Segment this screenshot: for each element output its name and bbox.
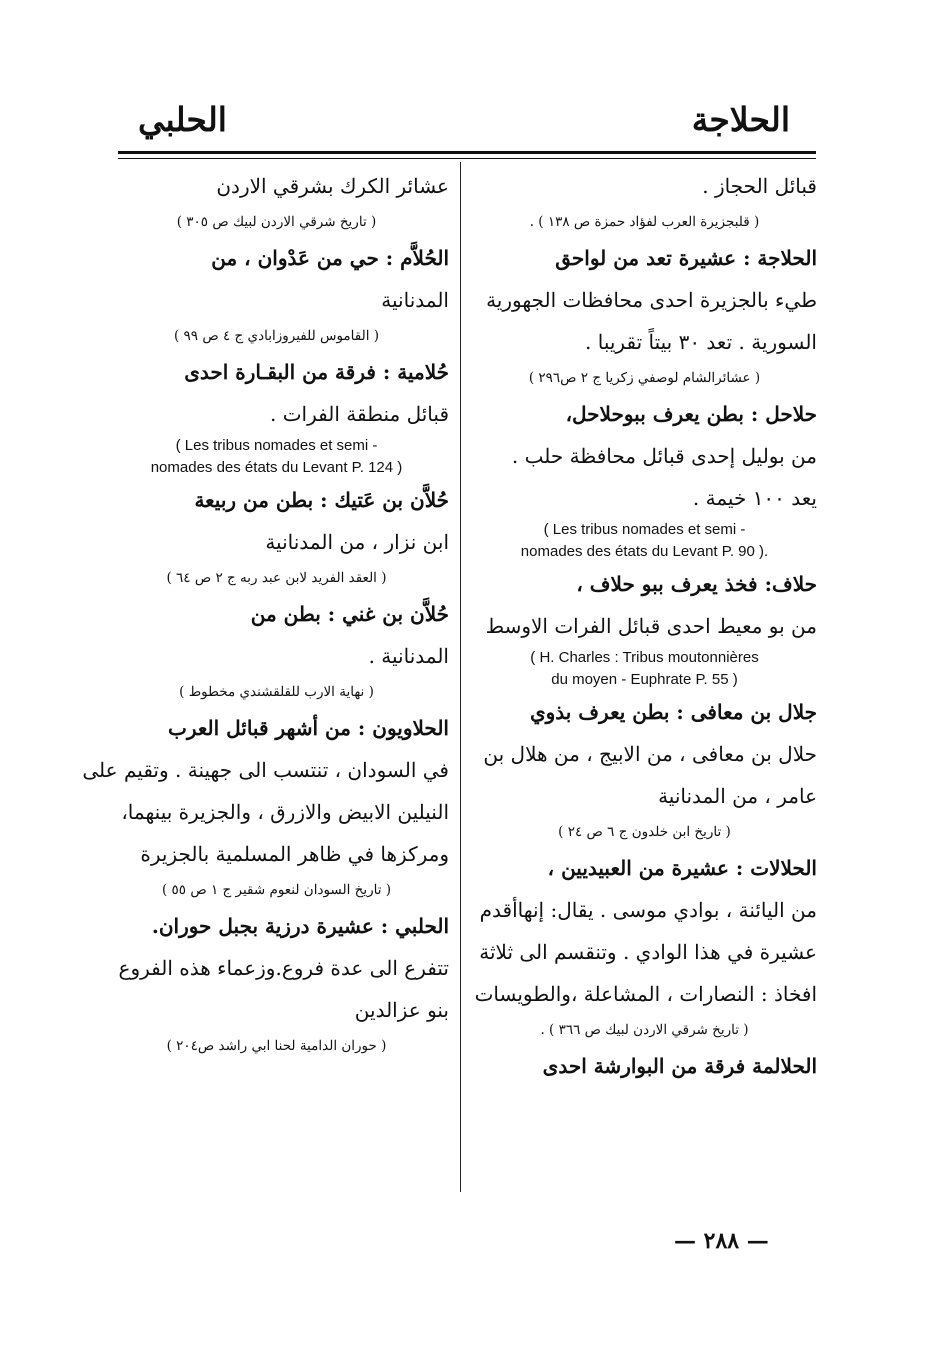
text-line: يعد ١٠٠ خيمة . (692, 486, 817, 510)
text-line: ابن نزار ، من المدنانية (265, 530, 449, 554)
text-line: تتفرع الى عدة فروع.وزعماء هذه الفروع (118, 956, 449, 980)
citation-line: ( تاريخ شرقي الاردن لبيك ص ٣٦٦ ) . (540, 1022, 749, 1038)
text-line: عشائر الكرك بشرقي الاردن (216, 174, 449, 198)
text-line: في السودان ، تنتسب الى جهينة . وتقيم على (82, 758, 449, 782)
citation-line: ( عشائرالشام لوصفي زكريا ج ٢ ص٢٩٦ ) (528, 370, 761, 386)
text-line: افخاذ : النصارات ، المشاعلة ،والطويسات (474, 982, 817, 1006)
right-column (472, 165, 817, 1087)
latin-citation-line: ( H. Charles : Tribus moutonnières (530, 649, 759, 666)
latin-citation-line: nomades des états du Levant P. 124 ) (150, 459, 403, 476)
entry-heading-line: حلاحل : بطن يعرف ببوحلاحل، (565, 402, 817, 426)
page-number: — ٢٨٨ — (674, 1228, 769, 1254)
text-line: بنو عزالدين (354, 998, 449, 1022)
citation-line: ( قلبجزيرة العرب لفؤاد حمزة ص ١٣٨ ) . (529, 214, 760, 230)
entry-heading-line: الحُلاَّم : حي من عَدْوان ، من (211, 246, 449, 270)
left-column (82, 165, 449, 1061)
text-line: قبائل الحجاز . (702, 174, 817, 198)
entry-heading-line: الحلاجة : عشيرة تعد من لواحق (555, 246, 817, 270)
citation-line: ( نهاية الارب للقلقشندي مخطوط ) (179, 684, 374, 700)
entry-heading-line: جلال بن معافى : بطن يعرف بذوي (529, 700, 817, 724)
column-divider (460, 162, 461, 1192)
text-line: قبائل منطقة الفرات . (269, 402, 449, 426)
citation-line: ( تاريخ السودان لنعوم شقير ج ١ ص ٥٥ ) (161, 882, 392, 898)
entry-heading-line: حُلاَّن بن غني : بطن من (250, 602, 449, 626)
latin-citation-line: ( Les tribus nomades et semi - (175, 437, 378, 454)
entry-heading-line: الحلالمة فرقة من البوارشة احدى (542, 1054, 817, 1078)
text-line: من بوليل إحدى قبائل محافظة حلب . (511, 444, 817, 468)
latin-citation-line: nomades des états du Levant P. 90 ). (520, 543, 769, 560)
text-line: ومركزها في ظاهر المسلمية بالجزيرة (140, 842, 449, 866)
latin-citation-line: ( Les tribus nomades et semi - (543, 521, 746, 538)
header-rule-thick (118, 151, 816, 154)
citation-line: ( تاريخ ابن خلدون ج ٦ ص ٢٤ ) (558, 824, 731, 840)
text-line: المدنانية (381, 288, 449, 312)
entry-heading-line: الحلبي : عشيرة درزية بجبل حوران. (151, 914, 449, 938)
text-line: النيلين الابيض والازرق ، والجزيرة بينهما، (121, 800, 449, 824)
citation-line: ( تاريخ شرقي الاردن لبيك ص ٣٠٥ ) (176, 214, 377, 230)
text-line: عامر ، من المدنانية (658, 784, 817, 808)
page-header-right-word: الحلاجة (691, 100, 790, 139)
text-line: من اليائنة ، بوادي موسى . يقال: إنهاأقدم (479, 898, 817, 922)
page-header-left-word: الحلبي (138, 100, 227, 139)
header-rule-thin (118, 158, 816, 159)
text-line: طيء بالجزيرة احدى محافظات الجهورية (486, 288, 817, 312)
text-line: حلال بن معافى ، من الابيج ، من هلال بن (483, 742, 817, 766)
citation-line: ( العقد الفريد لابن عبد ربه ج ٢ ص ٦٤ ) (166, 570, 387, 586)
entry-heading-line: حلاف: فخذ يعرف ببو حلاف ، (576, 572, 817, 596)
entry-heading-line: حُلاَّن بن عَتيك : بطن من ربيعة (194, 488, 449, 512)
entry-heading-line: الحلالات : عشيرة من العبيديين ، (547, 856, 817, 880)
citation-line: ( حوران الدامية لحنا ابي راشد ص٢٠٤ ) (166, 1038, 387, 1054)
text-line: السورية . تعد ٣٠ بيتاً تقريبا . (585, 330, 817, 354)
text-line: من بو معيط احدى قبائل الفرات الاوسط (485, 614, 817, 638)
entry-heading-line: حُلامية : فرقة من البقـارة احدى (184, 360, 449, 384)
citation-line: ( القاموس للفيروزابادي ج ٤ ص ٩٩ ) (173, 328, 380, 344)
latin-citation-line: du moyen - Euphrate P. 55 ) (551, 671, 738, 688)
entry-heading-line: الحلاويون : من أشهر قبائل العرب (167, 716, 449, 740)
text-line: عشيرة في هذا الوادي . وتنقسم الى ثلاثة (479, 940, 817, 964)
text-line: المدنانية . (368, 644, 449, 668)
